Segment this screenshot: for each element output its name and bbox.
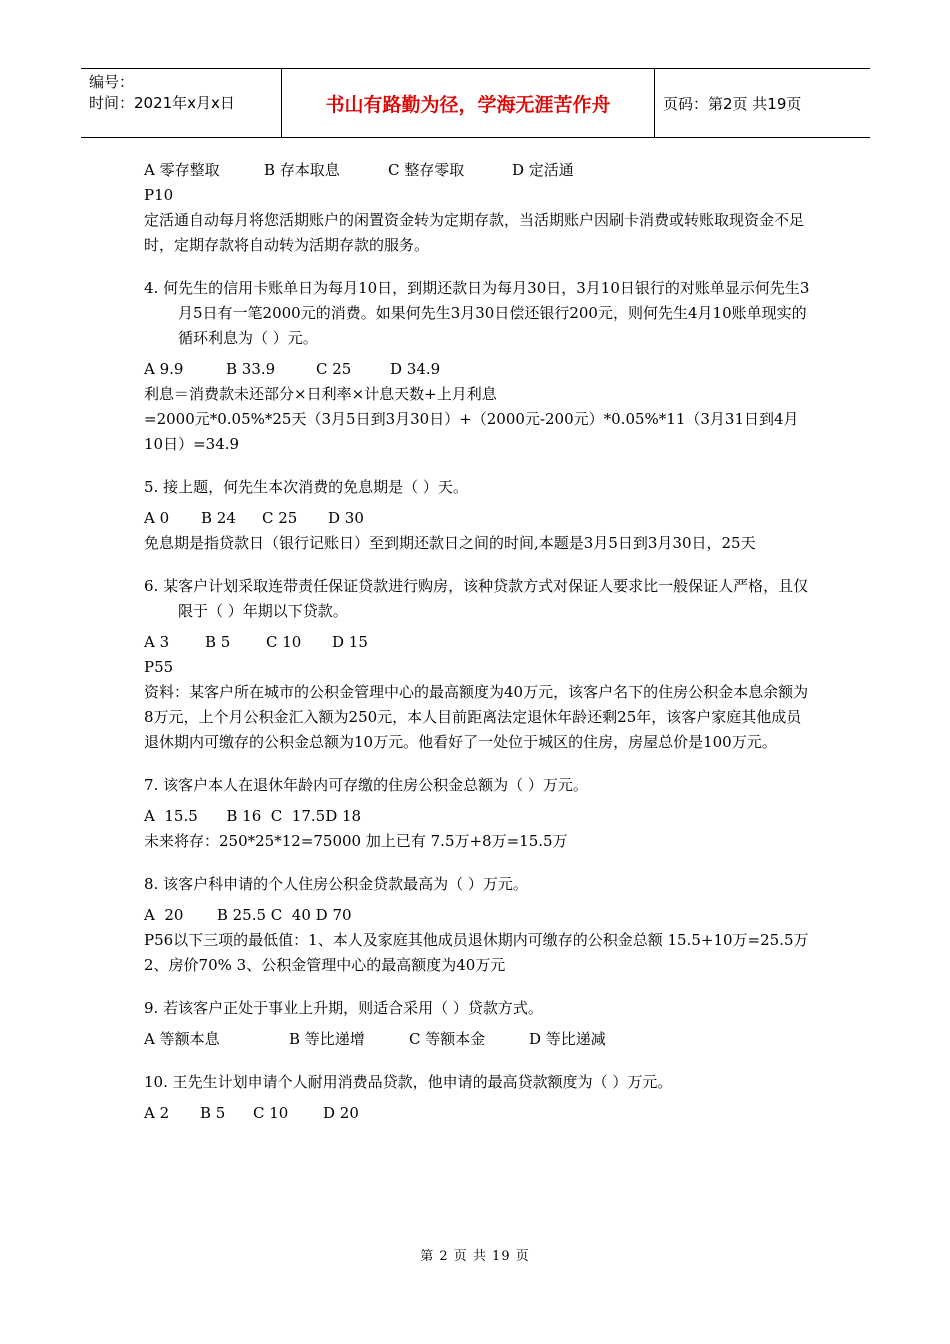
page-reference: P55 [144, 658, 174, 676]
header-page-info: 页码：第2页 共19页 [663, 94, 802, 113]
page-reference: P10 [144, 186, 174, 204]
question-8: 8. 该客户科申请的个人住房公积金贷款最高为（ ）万元。 [144, 875, 528, 893]
option-b: B 33.9 [226, 360, 276, 378]
explanation: 免息期是指贷款日（银行记账日）至到期还款日之间的时间,本题是3月5日到3月30日，25天 [144, 534, 756, 552]
option-d: D 定活通 [512, 161, 574, 179]
option-c: C 25 [316, 360, 352, 378]
option-d: D 30 [328, 509, 364, 527]
explanation: P56以下三项的最低值：1、本人及家庭其他成员退休期内可缴存的公积金总额 15.5+10万=25.5万 2、房价70% 3、公积金管理中心的最高额度为40万元 [144, 931, 809, 974]
options-row [144, 158, 814, 183]
option-c: C 整存零取 [388, 161, 465, 179]
options-row [144, 1027, 814, 1052]
options-row [144, 506, 814, 531]
serial-label: 编号： [89, 73, 135, 91]
header-motto: 书山有路勤为径，学海无涯苦作舟 [325, 93, 611, 116]
option-b: B 等比递增 [289, 1030, 365, 1048]
page-footer: 第 2 页 共 19 页 [420, 1249, 530, 1264]
option-b: B 5 [205, 633, 231, 651]
document-body [144, 158, 814, 1126]
question-6: 6. 某客户计划采取连带责任保证贷款进行购房，该种贷款方式对保证人要求比一般保证人严格，且仅限于（ ）年期以下贷款。 [144, 577, 809, 620]
question-9: 9. 若该客户正处于事业上升期，则适合采用（ ）贷款方式。 [144, 999, 543, 1017]
header-table [81, 68, 870, 138]
options-row: A 20 B 25.5 C 40 D 70 [144, 906, 352, 924]
option-c: C 10 [266, 633, 302, 651]
explanation: =2000元*0.05%*25天（3月5日到3月30日）+（2000元-200元）*0.05%*11（3月31日到4月10日）=34.9 [144, 410, 799, 453]
question-5: 5. 接上题，何先生本次消费的免息期是（ ）天。 [144, 478, 468, 496]
option-d: D 等比递减 [529, 1030, 606, 1048]
explanation: 利息＝消费款未还部分×日利率×计息天数+上月利息 [144, 385, 497, 403]
option-d: D 15 [332, 633, 368, 651]
option-a: A 9.9 [144, 360, 184, 378]
option-b: B 5 [200, 1104, 226, 1122]
explanation: 未来将存：250*25*12=75000 加上已有 7.5万+8万=15.5万 [144, 832, 568, 850]
option-b: B 存本取息 [264, 161, 340, 179]
question-10: 10. 王先生计划申请个人耐用消费品贷款，他申请的最高贷款额度为（ ）万元。 [144, 1073, 673, 1091]
option-b: B 24 [201, 509, 236, 527]
option-a: A 0 [144, 509, 170, 527]
question-7: 7. 该客户本人在退休年龄内可存缴的住房公积金总额为（ ）万元。 [144, 776, 588, 794]
option-c: C 25 [262, 509, 298, 527]
question-4: 4. 何先生的信用卡账单日为每月10日，到期还款日为每月30日，3月10日银行的对账单显示何先生3月5日有一笔2000元的消费。如果何先生3月30日偿还银行200元，则何先生4月10账单现实的循环利息为（ ）元。 [144, 279, 810, 347]
options-row: A 15.5 B 16 C 17.5D 18 [144, 807, 362, 825]
case-material: 资料：某客户所在城市的公积金管理中心的最高额度为40万元，该客户名下的住房公积金本息余额为8万元，上个月公积金汇入额为250元，本人目前距离法定退休年龄还剩25年，该客户家庭其他成员退休期内可缴存的公积金总额为10万元。他看好了一处位于城区的住房，房屋总价是100万元。 [144, 683, 809, 751]
option-a: A 零存整取 [144, 161, 220, 179]
header-divider [654, 69, 655, 137]
option-c: C 10 [253, 1104, 289, 1122]
option-d: D 34.9 [390, 360, 441, 378]
option-a: A 等额本息 [144, 1030, 220, 1048]
option-d: D 20 [323, 1104, 359, 1122]
header-left-cell [89, 72, 279, 114]
options-row [144, 1101, 814, 1126]
date-label: 时间：2021年x月x日 [89, 94, 235, 112]
options-row [144, 357, 814, 382]
option-a: A 3 [144, 633, 170, 651]
option-c: C 等额本金 [409, 1030, 486, 1048]
option-a: A 2 [144, 1104, 170, 1122]
options-row [144, 630, 814, 655]
explanation: 定活通自动每月将您活期账户的闲置资金转为定期存款，当活期账户因刷卡消费或转账取现资金不足时，定期存款将自动转为活期存款的服务。 [144, 211, 805, 254]
